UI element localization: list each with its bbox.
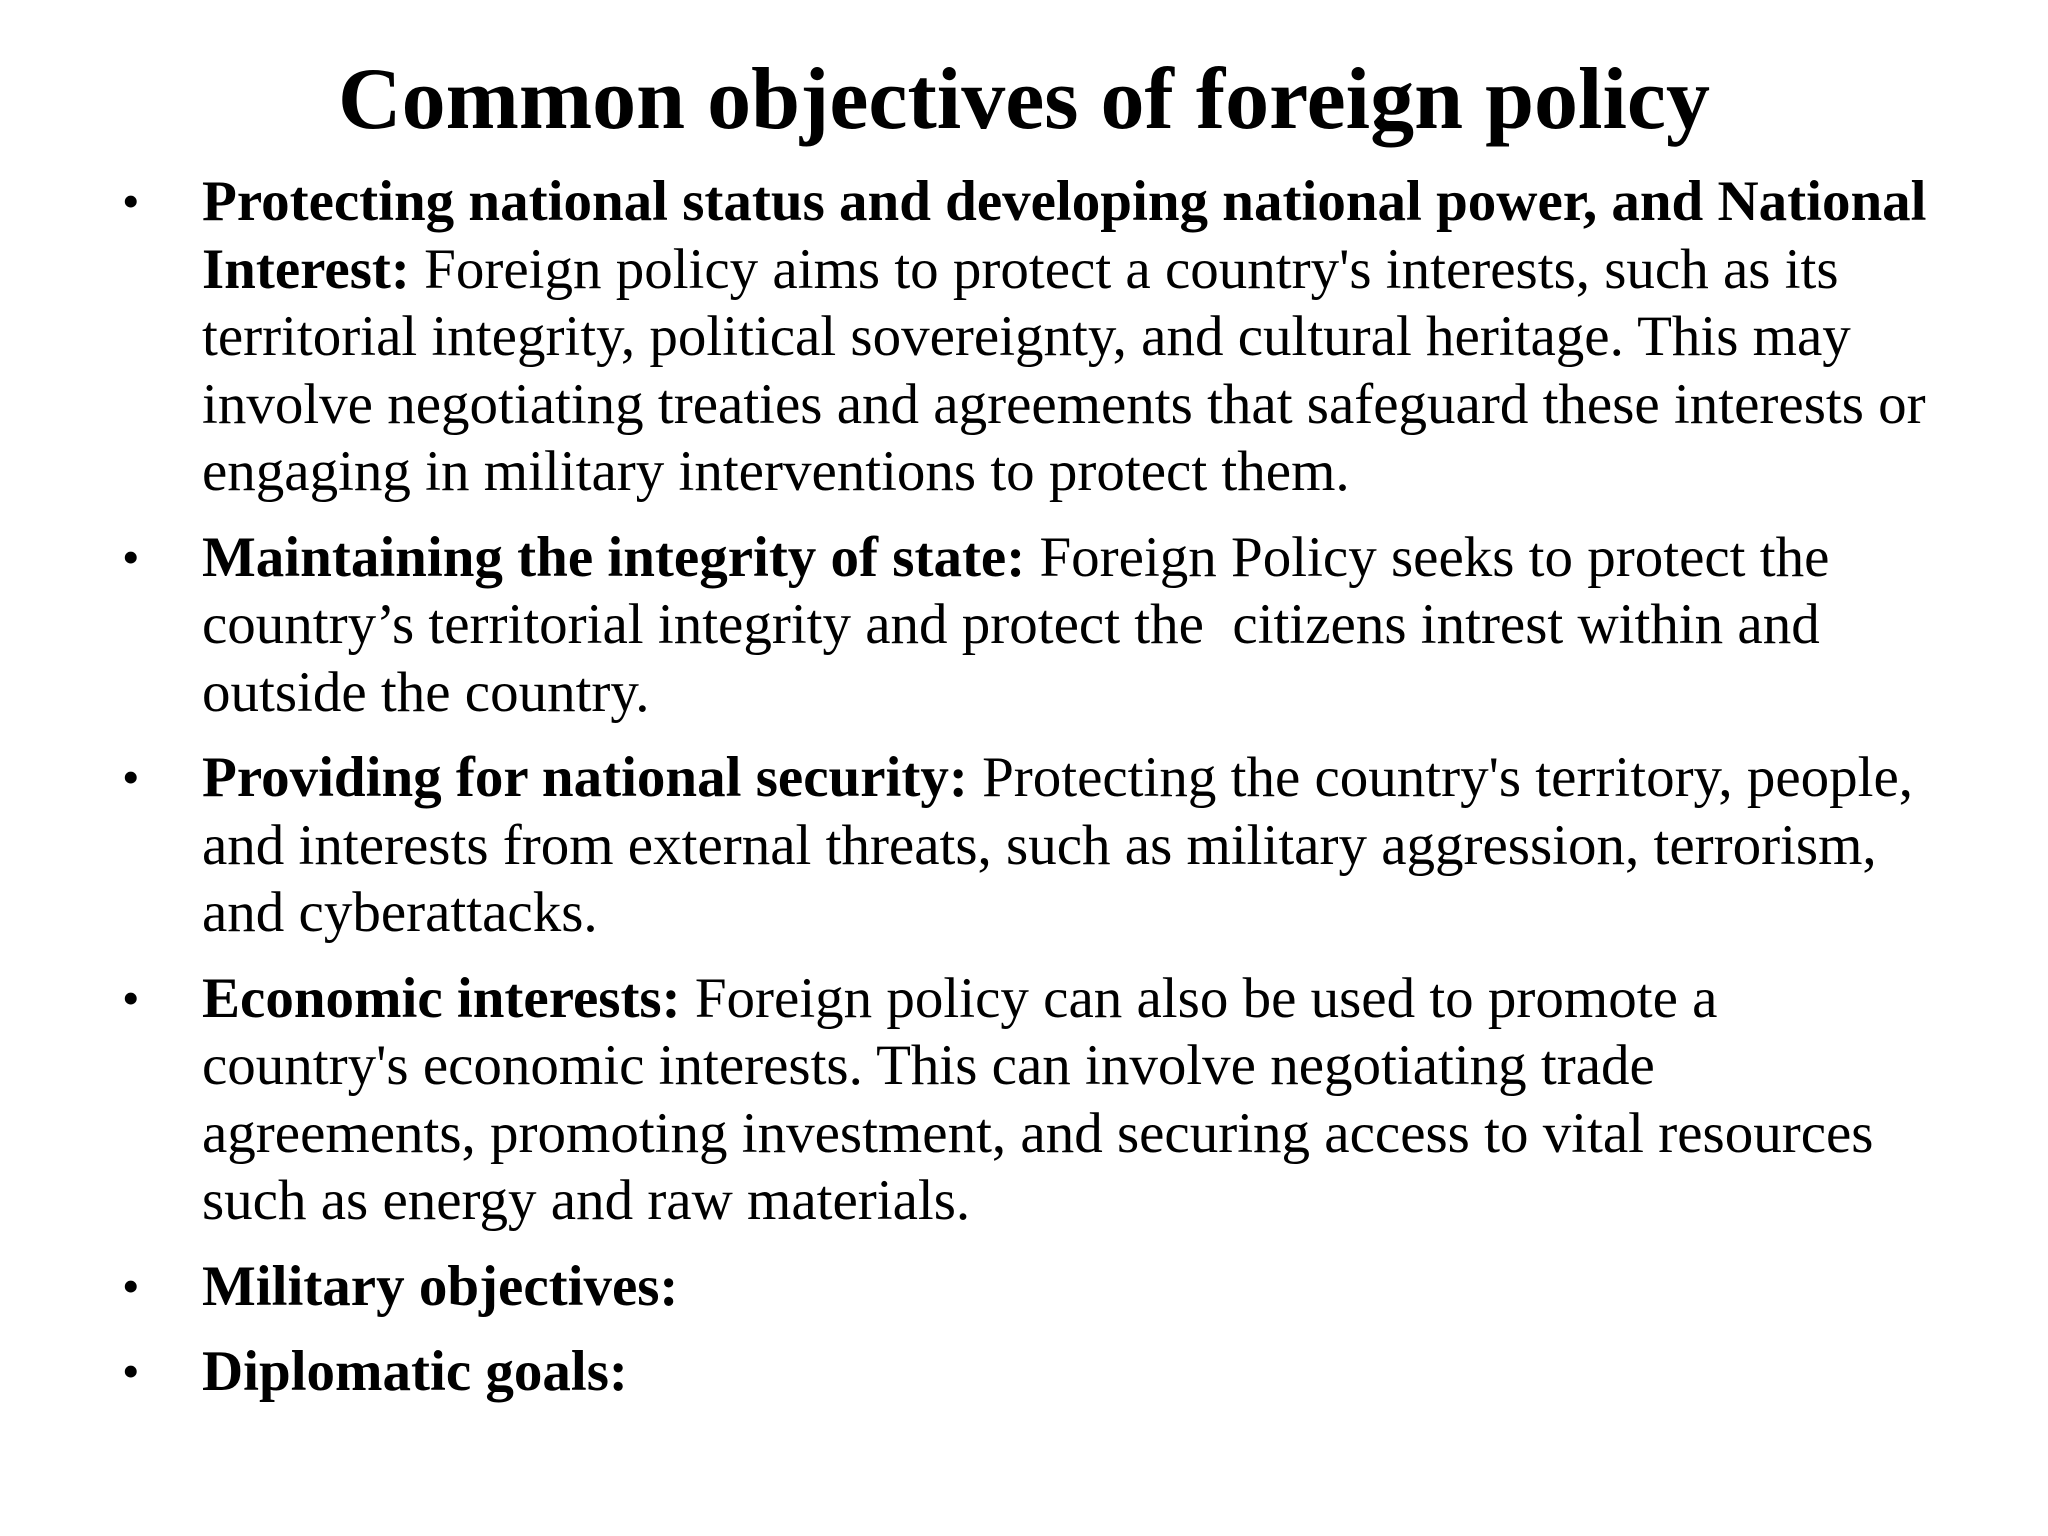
bullet-text	[202, 965, 2008, 1235]
text-line	[202, 524, 2008, 592]
bullet-icon: •	[122, 749, 140, 805]
bullet-body: engaging in military interventions to protect them.	[202, 440, 1350, 503]
slide-title: Common objectives of foreign policy	[338, 51, 1710, 148]
bullet-text	[202, 1253, 2008, 1321]
bullet-item	[0, 965, 2048, 1235]
bullet-lead: Interest:	[202, 237, 410, 301]
bullet-body: Foreign policy can also be used to promote a	[680, 966, 1718, 1030]
bullet-lead: Military objectives:	[202, 1254, 679, 1318]
bullet-body: involve negotiating treaties and agreements that safeguard these interests or	[202, 372, 1926, 436]
bullet-body: country’s territorial integrity and protect the citizens intrest within and	[202, 593, 1820, 656]
bullet-list	[0, 168, 2048, 1424]
bullet-icon: •	[122, 173, 140, 229]
bullet-lead: Economic interests:	[202, 966, 681, 1030]
bullet-text	[202, 744, 2008, 947]
bullet-icon: •	[122, 969, 140, 1026]
text-line	[202, 236, 2008, 304]
bullet-item	[0, 168, 2048, 506]
bullet-body: such as energy and raw materials.	[202, 1169, 971, 1232]
bullet-body: and cyberattacks.	[202, 881, 598, 944]
bullet-item	[0, 524, 2048, 727]
bullet-item	[0, 1253, 2048, 1321]
bullet-body: outside the country.	[202, 660, 650, 724]
text-line	[202, 1253, 2008, 1321]
text-line	[202, 168, 2008, 236]
bullet-icon: •	[122, 1257, 140, 1314]
bullet-body: Foreign policy aims to protect a country's interests, such as its	[409, 237, 1839, 301]
bullet-lead: Providing for national security:	[202, 746, 968, 809]
bullet-text	[202, 168, 2008, 506]
text-line	[202, 744, 2008, 812]
bullet-icon: •	[122, 1343, 140, 1399]
bullet-body: and interests from external threats, such as military aggression, terrorism,	[202, 813, 1877, 877]
text-line	[202, 965, 2008, 1033]
bullet-icon: •	[122, 528, 140, 585]
bullet-body: Protecting the country's territory, people,	[967, 746, 1914, 809]
bullet-lead: Diplomatic goals:	[202, 1340, 628, 1403]
bullet-text	[202, 1338, 2008, 1406]
bullet-body: Foreign Policy seeks to protect the	[1025, 525, 1830, 589]
text-line	[202, 1338, 2008, 1406]
bullet-item	[0, 744, 2048, 947]
bullet-lead: Protecting national status and developing national power, and National	[202, 170, 1927, 233]
bullet-body: territorial integrity, political sovereignty, and cultural heritage. This may	[202, 305, 1851, 368]
bullet-body: country's economic interests. This can involve negotiating trade	[202, 1034, 1655, 1097]
bullet-item	[0, 1338, 2048, 1406]
bullet-body: agreements, promoting investment, and securing access to vital resources	[202, 1101, 1874, 1165]
bullet-lead: Maintaining the integrity of state:	[202, 525, 1026, 589]
bullet-text	[202, 524, 2008, 727]
